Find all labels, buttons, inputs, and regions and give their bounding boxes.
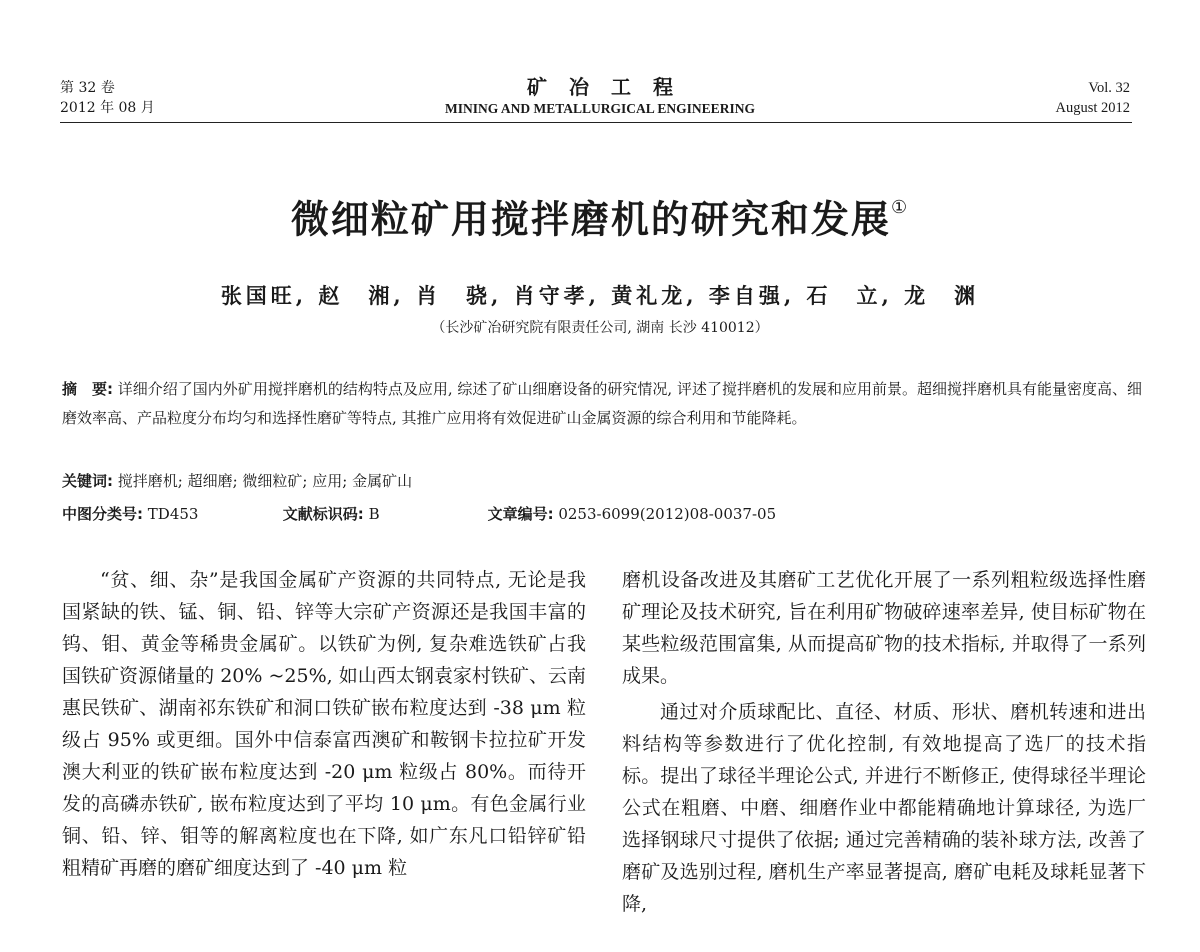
body-column-right	[622, 564, 1146, 924]
abstract	[62, 375, 1142, 433]
header-center	[400, 74, 800, 118]
journal-name-cn: 矿冶工程	[527, 75, 695, 99]
keywords-text: 搅拌磨机; 超细磨; 微细粒矿; 应用; 金属矿山	[117, 472, 413, 490]
volume-cn: 第 32 卷	[60, 80, 115, 96]
clc-value: TD453	[147, 505, 199, 523]
article-number-label: 文章编号:	[487, 505, 554, 523]
date-cn: 2012 年 08 月	[60, 100, 155, 116]
body-paragraph: “贫、细、杂”是我国金属矿产资源的共同特点, 无论是我国紧缺的铁、锰、铜、铅、锌等大宗矿产资源还是我国丰富的钨、钼、黄金等稀贵金属矿。以铁矿为例, 复杂难选铁矿占我国铁矿资源储量的 20% ~25%, 如山西太钢袁家村铁矿、云南惠民铁矿、湖南祁东铁矿和洞口铁矿嵌布粒度达到 -38 μm 粒级占 95% 或更细。国外中信泰富西澳矿和鞍钢卡拉拉矿开发澳大利亚的铁矿嵌布粒度达到 -20 μm 粒级占 80%。而待开发的高磷赤铁矿, 嵌布粒度达到了平均 10 μm。有色金属行业铜、铅、锌、钼等的解离粒度也在下降, 如广东凡口铅锌矿铅粗精矿再磨的磨矿细度达到了 -40 μm 粒	[62, 569, 586, 879]
doc-code-item	[283, 502, 483, 526]
affiliation: （长沙矿冶研究院有限责任公司, 湖南 长沙 410012）	[431, 320, 769, 336]
doc-code-label: 文献标识码:	[282, 505, 364, 523]
body-paragraph: 通过对介质球配比、直径、材质、形状、磨机转速和进出料结构等参数进行了优化控制, 有效地提高了选厂的技术指标。提出了球径半理论公式, 并进行不断修正, 使得球径半理论公式在粗磨、中磨、细磨作业中都能精确地计算球径, 为选厂选择钢球尺寸提供了依据; 通过完善精确的装补球方法, 改善了磨矿及选别过程, 磨机生产率显著提高, 磨矿电耗及球耗显著下降,	[622, 701, 1146, 915]
volume-en: Vol. 32	[1088, 80, 1130, 96]
title-footnote-mark: ①	[890, 197, 910, 218]
article-title	[0, 190, 1200, 244]
clc-item	[62, 502, 278, 526]
header-right	[1055, 78, 1130, 118]
body-paragraph: 磨机设备改进及其磨矿工艺优化开展了一系列粗粒级选择性磨矿理论及技术研究, 旨在利用矿物破碎速率差异, 使目标矿物在某些粒级范围富集, 从而提高矿物的技术指标, 并取得了一系列成果。	[622, 569, 1146, 687]
article-number-item	[488, 502, 777, 526]
header-rule	[60, 122, 1132, 123]
body-column-left	[62, 564, 586, 888]
keywords-label: 关键词:	[62, 472, 113, 490]
article-number-value: 0253-6099(2012)08-0037-05	[558, 505, 777, 523]
abstract-label: 摘 要:	[62, 380, 114, 398]
date-en: August 2012	[1055, 100, 1130, 116]
journal-name-en: MINING AND METALLURGICAL ENGINEERING	[445, 101, 755, 116]
abstract-text: 详细介绍了国内外矿用搅拌磨机的结构特点及应用, 综述了矿山细磨设备的研究情况, 评述了搅拌磨机的发展和应用前景。超细搅拌磨机具有能量密度高、细磨效率高、产品粒度分布均匀和选择性磨矿等特点, 其推广应用将有效促进矿山金属资源的综合利用和节能降耗。	[62, 380, 1142, 427]
clc-label: 中图分类号:	[62, 505, 143, 523]
header-left	[60, 78, 155, 118]
doc-code-value: B	[368, 505, 380, 523]
title-text: 微细粒矿用搅拌磨机的研究和发展	[290, 197, 891, 242]
keywords	[62, 469, 412, 493]
classification-line	[62, 502, 776, 526]
author-list: 张国旺, 赵 湘, 肖 骁, 肖守孝, 黄礼龙, 李自强, 石 立, 龙 渊	[220, 283, 980, 308]
